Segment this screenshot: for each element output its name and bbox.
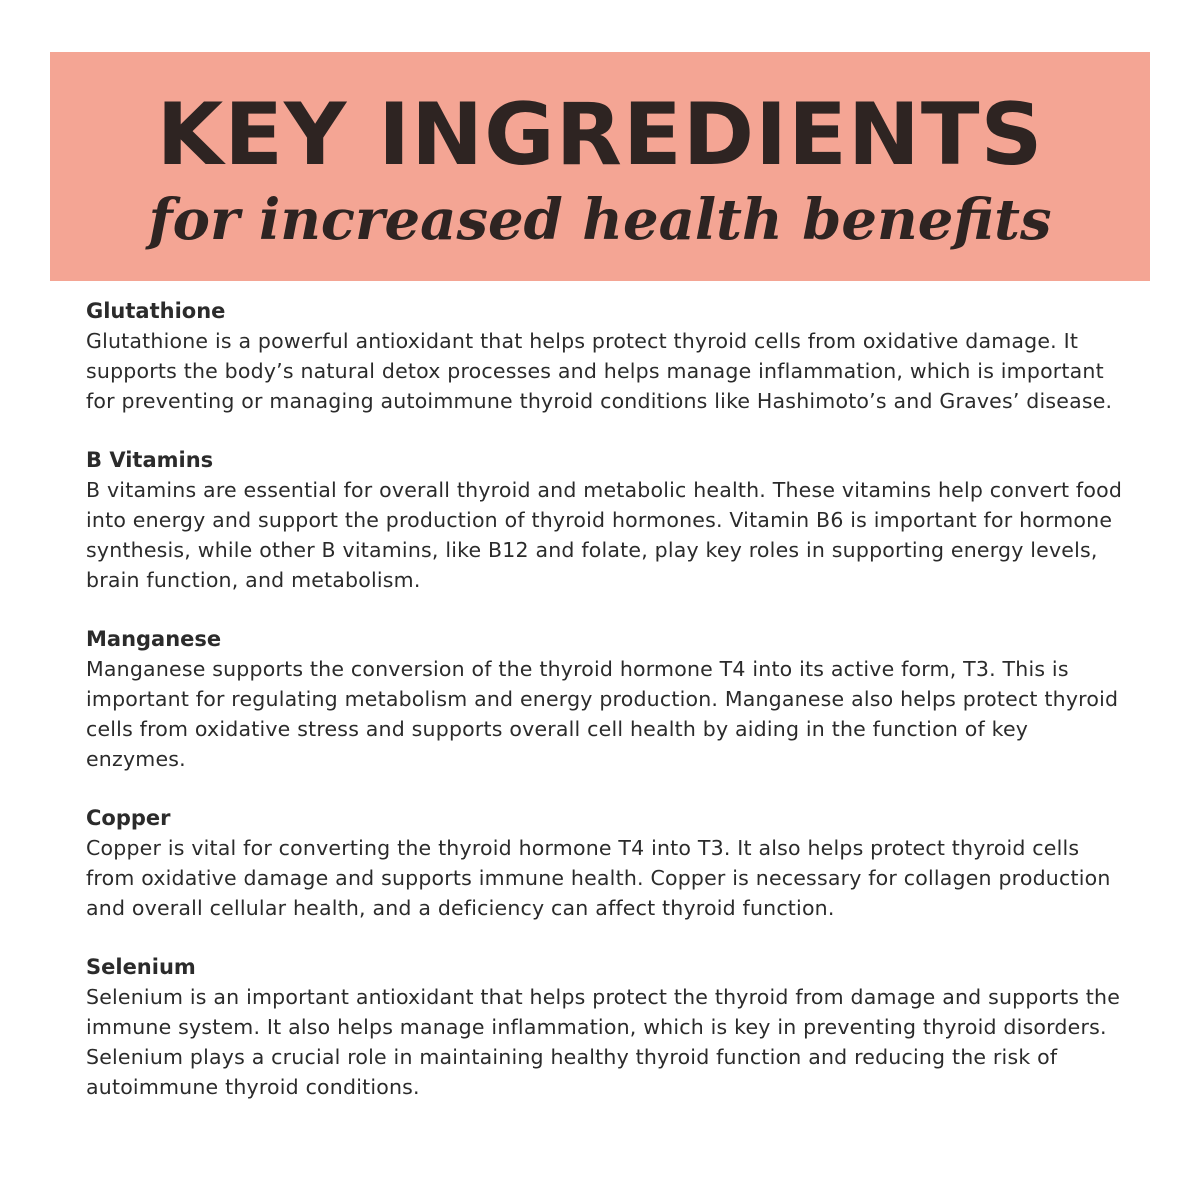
ingredient-description: Manganese supports the conversion of the thyroid hormone T4 into its active form, T3. This is important for regulating metabolism and energy production. Manganese also helps protect thyroid cells from oxidative stress and supports overall cell health by aiding in the function of key enzymes. <box>86 657 1119 771</box>
ingredient-description: Copper is vital for converting the thyroid hormone T4 into T3. It also helps protect thyroid cells from oxidative damage and supports immune health. Copper is necessary for collagen production and overall cellular health, and a deficiency can affect thyroid function. <box>86 836 1111 920</box>
ingredient-name: B Vitamins <box>86 448 214 472</box>
ingredient-b-vitamins <box>86 445 1126 595</box>
ingredient-name: Copper <box>86 806 171 830</box>
ingredient-selenium <box>86 952 1126 1102</box>
header-banner <box>50 52 1150 281</box>
ingredient-name: Manganese <box>86 627 222 651</box>
ingredient-description: Glutathione is a powerful antioxidant that helps protect thyroid cells from oxidative damage. It supports the body’s natural detox processes and helps manage inflammation, which is important for preventing or managing autoimmune thyroid conditions like Hashimoto’s and Graves’ disease. <box>86 329 1113 413</box>
ingredient-name: Glutathione <box>86 299 226 323</box>
ingredient-copper <box>86 803 1126 923</box>
ingredient-name: Selenium <box>86 955 196 979</box>
ingredient-description: B vitamins are essential for overall thyroid and metabolic health. These vitamins help convert food into energy and support the production of thyroid hormones. Vitamin B6 is important for hormone synthesis, while other B vitamins, like B12 and folate, play key roles in supporting energy levels, brain function, and metabolism. <box>86 478 1123 592</box>
ingredient-glutathione <box>86 296 1126 416</box>
banner-subtitle: for increased health benefits <box>148 187 1052 253</box>
banner-title: KEY INGREDIENTS <box>156 85 1044 185</box>
ingredients-list <box>86 296 1126 1131</box>
ingredient-description: Selenium is an important antioxidant that helps protect the thyroid from damage and supports the immune system. It also helps manage inflammation, which is key in preventing thyroid disorders. Selenium plays a crucial role in maintaining healthy thyroid function and reducing the risk of autoimmune thyroid conditions. <box>86 985 1121 1099</box>
ingredient-manganese <box>86 624 1126 774</box>
